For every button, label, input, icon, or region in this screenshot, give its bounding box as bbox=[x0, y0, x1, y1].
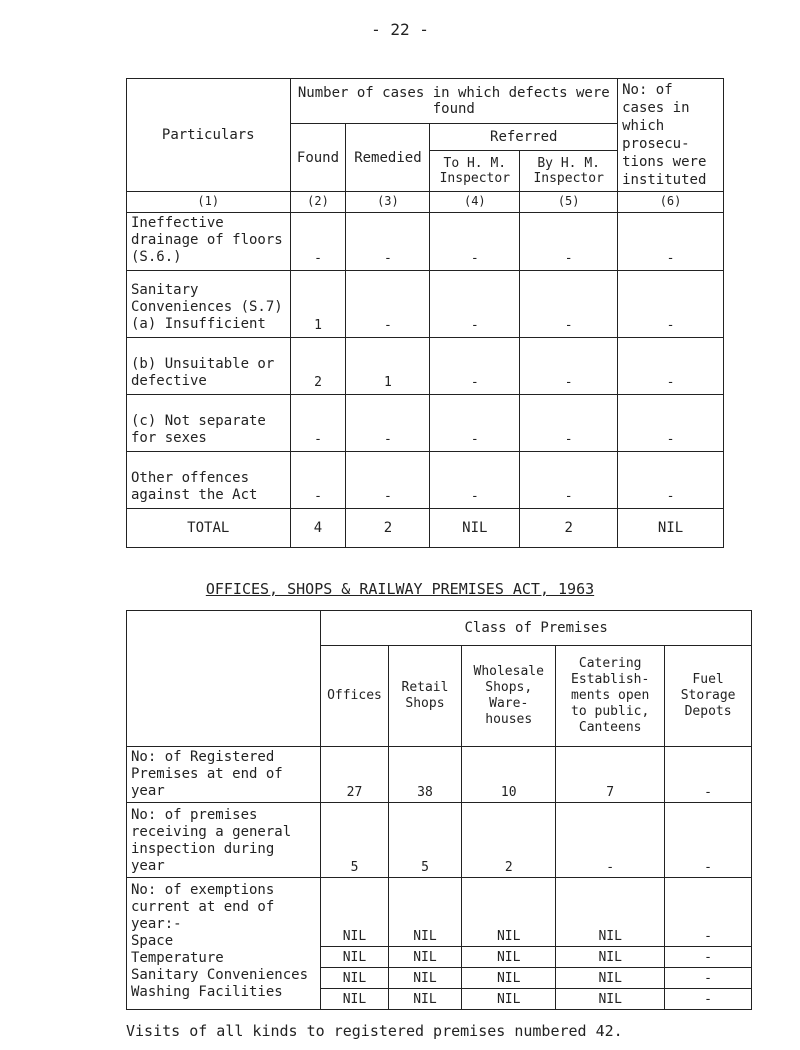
value-cell: 7 bbox=[556, 747, 665, 803]
value-cell: - bbox=[665, 947, 752, 968]
by-hm-cell: - bbox=[520, 395, 618, 452]
exemption-label: Temperature bbox=[131, 950, 224, 966]
defects-header: Number of cases in which defects were found bbox=[290, 79, 618, 124]
table-row bbox=[127, 803, 752, 878]
remedied-cell: - bbox=[346, 271, 430, 338]
col-number: (5) bbox=[520, 192, 618, 213]
value-cell: NIL bbox=[321, 878, 388, 947]
prosecutions-cell: NIL bbox=[618, 509, 724, 548]
row-label: Ineffective drainage of floors (S.6.) bbox=[127, 213, 291, 271]
row-label: (c) Not separate for sexes bbox=[127, 395, 291, 452]
found-header: Found bbox=[290, 124, 346, 192]
remedied-cell: - bbox=[346, 452, 430, 509]
row-label: No: of premises receiving a general inspection during year bbox=[127, 803, 321, 878]
value-cell: NIL bbox=[321, 989, 388, 1010]
found-cell: 4 bbox=[290, 509, 346, 548]
exemptions-label-cell bbox=[127, 878, 321, 1010]
value-cell: - bbox=[665, 989, 752, 1010]
page-number: - 22 - bbox=[371, 20, 429, 39]
to-hm-cell: - bbox=[430, 271, 520, 338]
remedied-cell: - bbox=[346, 213, 430, 271]
table-row bbox=[127, 271, 724, 338]
to-hm-header: To H. M. Inspector bbox=[430, 151, 520, 192]
remedied-header: Remedied bbox=[346, 124, 430, 192]
table-row bbox=[127, 395, 724, 452]
value-cell: 2 bbox=[462, 803, 556, 878]
row-label: No: of Registered Premises at end of year bbox=[127, 747, 321, 803]
found-cell: - bbox=[290, 213, 346, 271]
exemption-label: Sanitary Conveniences bbox=[131, 967, 309, 983]
row-label: Sanitary Conveniences (S.7) (a) Insufficient bbox=[127, 271, 291, 338]
by-hm-cell: 2 bbox=[520, 509, 618, 548]
col-number: (4) bbox=[430, 192, 520, 213]
value-cell: NIL bbox=[388, 989, 462, 1010]
found-cell: - bbox=[290, 452, 346, 509]
column-header: Retail Shops bbox=[388, 646, 462, 747]
value-cell: - bbox=[665, 968, 752, 989]
to-hm-cell: - bbox=[430, 395, 520, 452]
prosecutions-cell: - bbox=[618, 213, 724, 271]
table-row bbox=[127, 452, 724, 509]
row-label: Other offences against the Act bbox=[127, 452, 291, 509]
value-cell: NIL bbox=[462, 989, 556, 1010]
value-cell: NIL bbox=[462, 968, 556, 989]
prosecutions-header: No: of cases in which prosecu- tions were instituted bbox=[618, 79, 724, 192]
value-cell: - bbox=[556, 803, 665, 878]
table-row bbox=[127, 338, 724, 395]
value-cell: 10 bbox=[462, 747, 556, 803]
remedied-cell: - bbox=[346, 395, 430, 452]
column-header: Wholesale Shops, Ware- houses bbox=[462, 646, 556, 747]
to-hm-cell: NIL bbox=[430, 509, 520, 548]
row-label: (b) Unsuitable or defective bbox=[127, 338, 291, 395]
by-hm-cell: - bbox=[520, 452, 618, 509]
value-cell: NIL bbox=[462, 947, 556, 968]
total-label: TOTAL bbox=[127, 509, 291, 548]
blank-header bbox=[127, 611, 321, 747]
value-cell: 27 bbox=[321, 747, 388, 803]
column-header: Fuel Storage Depots bbox=[665, 646, 752, 747]
prosecutions-cell: - bbox=[618, 338, 724, 395]
value-cell: NIL bbox=[556, 989, 665, 1010]
by-hm-cell: - bbox=[520, 271, 618, 338]
found-cell: - bbox=[290, 395, 346, 452]
premises-table bbox=[126, 610, 752, 1010]
prosecutions-cell: - bbox=[618, 271, 724, 338]
value-cell: 38 bbox=[388, 747, 462, 803]
remedied-cell: 2 bbox=[346, 509, 430, 548]
found-cell: 2 bbox=[290, 338, 346, 395]
table-row bbox=[127, 213, 724, 271]
value-cell: - bbox=[665, 747, 752, 803]
found-cell: 1 bbox=[290, 271, 346, 338]
class-header: Class of Premises bbox=[321, 611, 752, 646]
exemptions-label: No: of exemptions current at end of year:- bbox=[131, 882, 275, 932]
footer-note: Visits of all kinds to registered premises numbered 42. bbox=[126, 1022, 623, 1040]
value-cell: 5 bbox=[388, 803, 462, 878]
table-row bbox=[127, 878, 752, 947]
col-number: (1) bbox=[127, 192, 291, 213]
table-row bbox=[127, 747, 752, 803]
column-header: Offices bbox=[321, 646, 388, 747]
by-hm-header: By H. M. Inspector bbox=[520, 151, 618, 192]
column-header: Catering Establish- ments open to public, Canteens bbox=[556, 646, 665, 747]
value-cell: NIL bbox=[388, 878, 462, 947]
col-number: (6) bbox=[618, 192, 724, 213]
value-cell: NIL bbox=[556, 968, 665, 989]
defects-table bbox=[126, 78, 724, 548]
exemption-label: Washing Facilities bbox=[131, 984, 283, 1000]
remedied-cell: 1 bbox=[346, 338, 430, 395]
col-number: (2) bbox=[290, 192, 346, 213]
exemption-label: Space bbox=[131, 933, 174, 949]
value-cell: NIL bbox=[556, 878, 665, 947]
value-cell: - bbox=[665, 878, 752, 947]
by-hm-cell: - bbox=[520, 213, 618, 271]
value-cell: NIL bbox=[388, 968, 462, 989]
value-cell: NIL bbox=[556, 947, 665, 968]
value-cell: 5 bbox=[321, 803, 388, 878]
value-cell: NIL bbox=[462, 878, 556, 947]
referred-header: Referred bbox=[430, 124, 618, 151]
value-cell: NIL bbox=[321, 968, 388, 989]
col-number: (3) bbox=[346, 192, 430, 213]
to-hm-cell: - bbox=[430, 213, 520, 271]
to-hm-cell: - bbox=[430, 452, 520, 509]
value-cell: NIL bbox=[388, 947, 462, 968]
section-title: OFFICES, SHOPS & RAILWAY PREMISES ACT, 1963 bbox=[205, 580, 595, 598]
to-hm-cell: - bbox=[430, 338, 520, 395]
by-hm-cell: - bbox=[520, 338, 618, 395]
total-row bbox=[127, 509, 724, 548]
value-cell: NIL bbox=[321, 947, 388, 968]
prosecutions-cell: - bbox=[618, 395, 724, 452]
value-cell: - bbox=[665, 803, 752, 878]
prosecutions-cell: - bbox=[618, 452, 724, 509]
particulars-header: Particulars bbox=[127, 79, 291, 192]
